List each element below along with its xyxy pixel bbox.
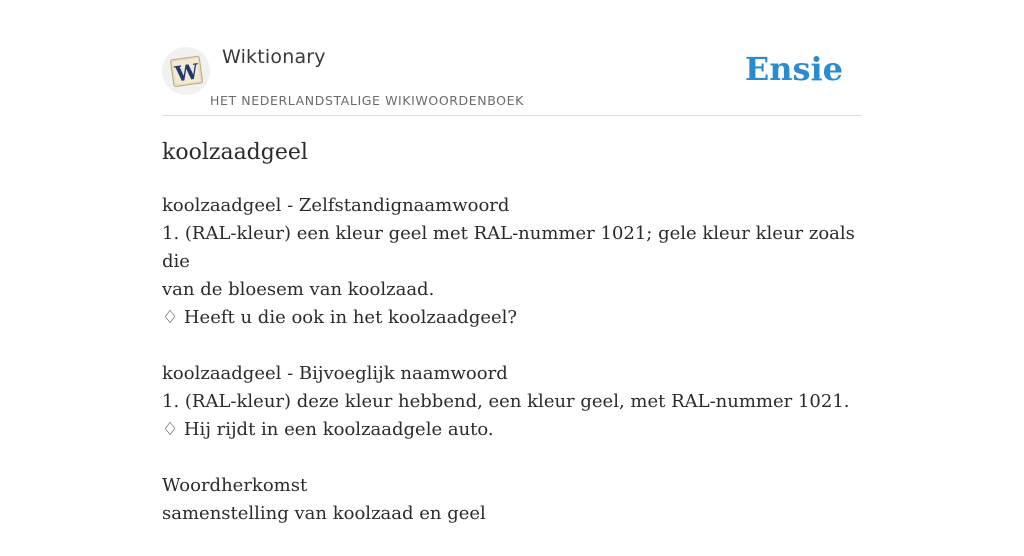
etymology-heading: Woordherkomst <box>162 475 308 496</box>
entry-definition-continued: van de bloesem van koolzaad. <box>162 279 435 300</box>
etymology-section <box>162 472 862 528</box>
site-tagline: HET NEDERLANDSTALIGE WIKIWOORDENBOEK <box>210 93 524 108</box>
site-header <box>162 44 862 116</box>
wiktionary-logo-icon[interactable] <box>162 47 210 95</box>
svg-text:W: W <box>173 58 201 87</box>
entry-example: ♢ Heeft u die ook in het koolzaadgeel? <box>162 307 518 328</box>
entry-heading: koolzaadgeel - Bijvoeglijk naamwoord <box>162 363 508 384</box>
site-name[interactable]: Wiktionary <box>222 46 326 68</box>
brand-logo-link[interactable]: Ensie <box>744 50 843 88</box>
entry-noun <box>162 192 862 332</box>
etymology-text: samenstelling van koolzaad en geel <box>162 503 486 524</box>
entry-content <box>162 192 862 556</box>
entry-heading: koolzaadgeel - Zelfstandignaamwoord <box>162 195 510 216</box>
page-title: koolzaadgeel <box>162 140 308 165</box>
entry-definition: 1. (RAL-kleur) deze kleur hebbend, een kleur geel, met RAL-nummer 1021. <box>162 391 850 412</box>
entry-adjective <box>162 360 862 444</box>
entry-example: ♢ Hij rijdt in een koolzaadgele auto. <box>162 419 494 440</box>
entry-definition: 1. (RAL-kleur) een kleur geel met RAL-nummer 1021; gele kleur kleur zoals die <box>162 223 855 272</box>
